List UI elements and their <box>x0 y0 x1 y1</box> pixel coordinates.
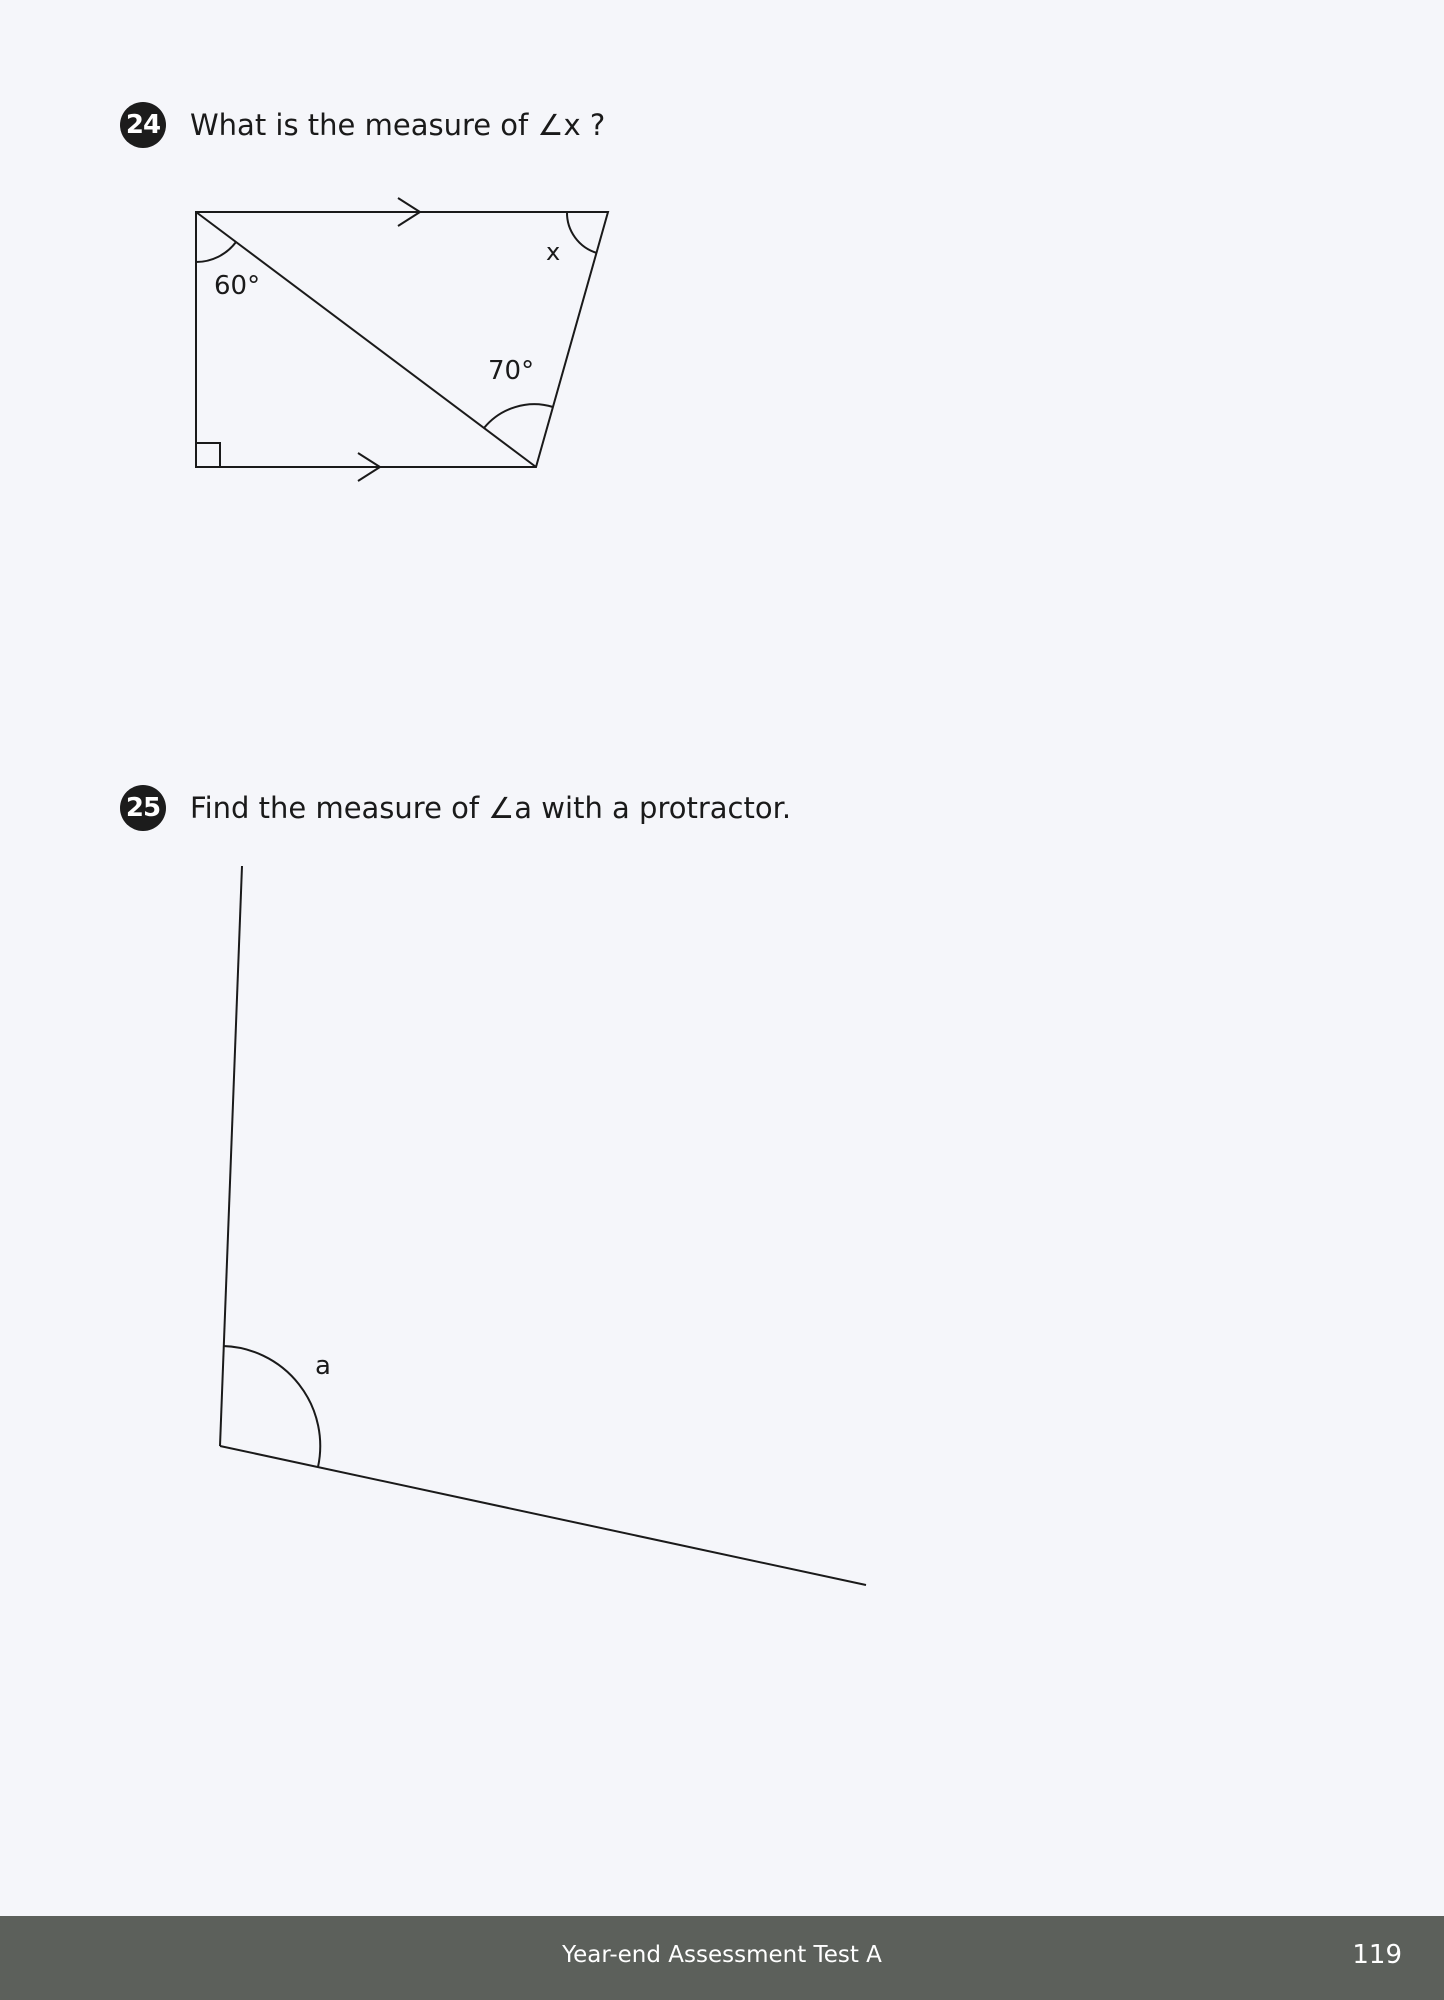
angle-label-a: a <box>315 1351 331 1381</box>
angle-label-x: x <box>546 238 561 266</box>
right-angle-marker <box>196 443 220 467</box>
angle-arc-x <box>567 212 597 253</box>
angle-arc-70 <box>484 404 553 428</box>
question-25 <box>120 785 791 831</box>
question-text: Find the measure of ∠a with a protractor. <box>190 791 792 825</box>
angle-label-60: 60° <box>214 271 261 301</box>
footer-title: Year-end Assessment Test A <box>562 1942 882 1968</box>
angle-label-70: 70° <box>488 356 535 386</box>
question-text: What is the measure of ∠x ? <box>190 108 606 142</box>
ray-lower <box>220 1446 866 1585</box>
angle-arc-60 <box>196 242 236 262</box>
page-footer <box>0 1916 1444 2000</box>
page-number: 119 <box>1352 1940 1402 1970</box>
diagonal-line <box>196 212 536 467</box>
question-number-badge: 25 <box>120 785 166 831</box>
question-number-badge: 24 <box>120 102 166 148</box>
ray-vertical <box>220 866 242 1446</box>
